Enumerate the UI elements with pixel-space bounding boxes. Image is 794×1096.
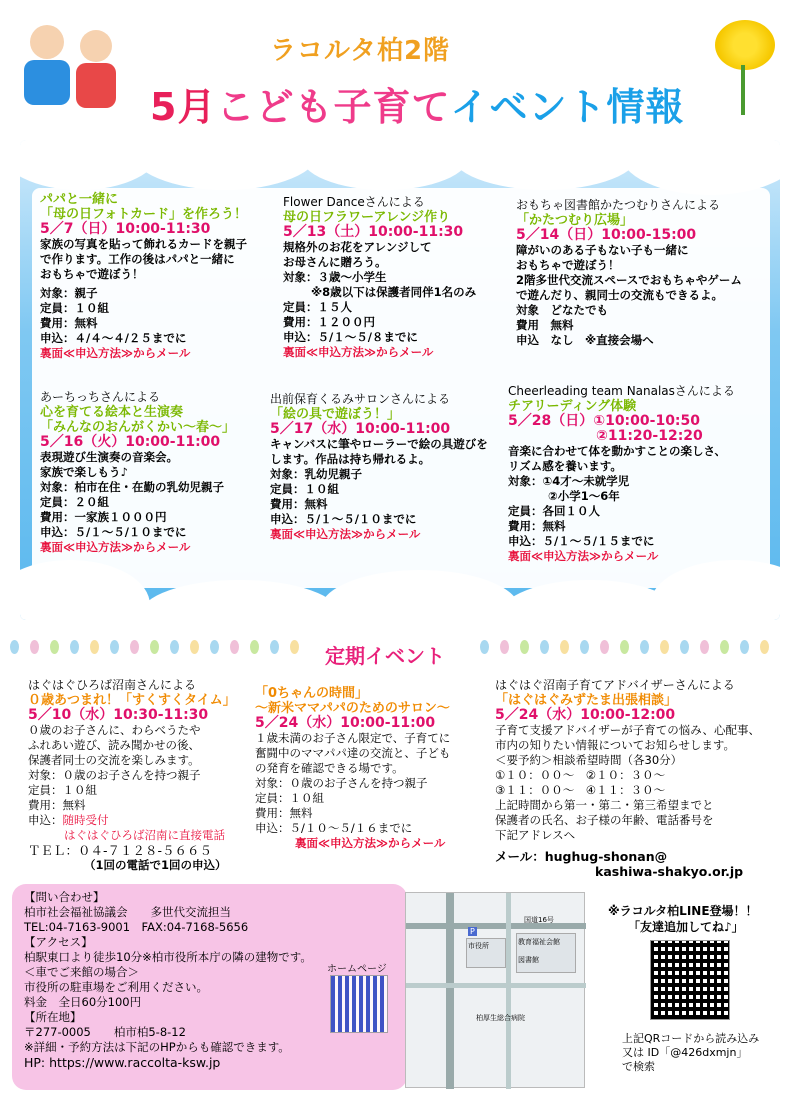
dots-divider: [10, 640, 310, 660]
event-mothers-day-card: パパと一緒に 「母の日フォトカード」を作ろう！ 5／7（日）10:00-11:30 家族の写真を貼って飾れるカードを親子 で作ります。工作の後はパパと一緒に おもちゃで遊ぼう！ 対象：親子 定員：１０組 費用：無料 申込：４/４～４/２５までに 裏面≪申込方法≫からメール: [40, 192, 247, 360]
flower-illustration: [705, 10, 785, 120]
apply-link: 裏面≪申込方法≫からメール: [40, 346, 191, 360]
regular-sukusuku: はぐはぐひろば沼南さんによる ０歳あつまれ！「すくすくタイム」 5／10（水）10:30-11:30 ０歳のお子さんに、わらべうたや ふれあい遊び、読み聞かせの後、 保護者同士の交流を楽しみます。 対象：０歳のお子さんを持つ親子 定員：１０組 費用：無料 申込：随時受付 はぐはぐひろば沼南に直接電話 ＴＥＬ：０４-７１２８-５６６５ （1回の電話で1回の申込）: [28, 678, 236, 872]
homepage-url[interactable]: HP: https://www.raccolta-ksw.jp: [24, 1055, 221, 1070]
apply-link: 裏面≪申込方法≫からメール: [508, 549, 659, 563]
apply-link: 裏面≪申込方法≫からメール: [295, 836, 446, 850]
line-sub: 「友達追加してね♪」: [628, 920, 744, 934]
dots-divider-right: [480, 640, 780, 660]
line-heading: ※ラコルタ柏LINE登場！！: [608, 904, 758, 918]
homepage-label: ホームページ: [327, 964, 387, 975]
apply-link: 裏面≪申込方法≫からメール: [40, 540, 191, 554]
event-paint-play: 出前保育くるみサロンさんによる 「絵の具で遊ぼう！」 5／17（水）10:00-11:00 キャンバスに筆やローラーで絵の具遊びを します。作品は持ち帰れるよ。 対象：乳幼児親子 定員：１０組 費用：無料 申込：５/１～５/１０までに 裏面≪申込方法≫からメール: [270, 392, 488, 541]
event-katatsumuri: おもちゃ図書館かたつむりさんによる 「かたつむり広場」 5／14（日）10:00-15:00 障がいのある子もない子も一緒に おもちゃで遊ぼう！ 2階多世代交流スペースでおもちゃやゲーム で遊んだり、親同士の交流もできるよ。 対象 どなたでも 費用 無料 申込 なし ※直接会場へ: [516, 198, 742, 347]
page-title: 5月こども子育てイベント情報: [150, 85, 685, 129]
regular-0chan: 「0ちゃんの時間」 ～新米ママパパのためのサロン～ 5／24（水）10:00-11:00 １歳未満のお子さん限定で、子育てに 奮闘中のママパパ達の交流と、子ども の発育を確認できる場です。 対象：０歳のお子さんを持つ親子 定員：１０組 費用：無料 申込：５/１０～５/１６までに 裏面≪申込方法≫からメール: [255, 686, 451, 850]
subtitle: ラコルタ柏2階: [270, 36, 451, 66]
access-map: 国道16号 教育福祉会館 市役所 図書館 柏厚生総合病院 P: [405, 892, 585, 1088]
homepage-qr-code[interactable]: [330, 975, 388, 1033]
apply-link: 裏面≪申込方法≫からメール: [270, 527, 421, 541]
event-music-concert: あーちっちさんによる 心を育てる絵本と生演奏 「みんなのおんがくかい～春～」 5／16（火）10:00-11:00 表現遊び生演奏の音楽会。 家族で楽しもう♪ 対象：柏市在住・在勤の乳幼児親子 定員：２０組 費用：一家族１０００円 申込：５/１～５/１０までに 裏面≪申込方法≫からメール: [40, 390, 236, 554]
regular-mizutama: はぐはぐ沼南子育てアドバイザーさんによる 「はぐはぐみずたま出張相談」 5／24（水）10:00-12:00 子育て支援アドバイザーが子育ての悩み、心配事、 市内の知りたい情報についてお知らせします。 ＜要予約＞相談希望時間（各30分） ①１０：００～ ②１０：３０～ ③１１：００～ ④１１：３０～ 上記時間から第一・第二・第三希望までと 保護者の氏名、お子様の年齢、電話番号を 下記アドレスへ メール：hughug-shonan@ kashiwa-shakyo.or.jp: [495, 678, 760, 879]
kids-illustration: [10, 5, 130, 115]
line-instructions: 上記QRコードから読み込み 又は ID「@426dxmjn」 で検索: [622, 1032, 760, 1073]
event-cheerleading: Cheerleading team Nanalasさんによる チアリーディング体験 5／28（日）①10:00-10:50 ②11:20-12:20 音楽に合わせて体を動かすことの楽しさ、 リズム感を養います。 対象：①4才～未就学児 ②小学1～6年 定員：各回１０人 費用：無料 申込：５/１～５/１５までに 裏面≪申込方法≫からメール: [508, 384, 735, 563]
apply-link: 裏面≪申込方法≫からメール: [283, 345, 434, 359]
event-flower-arrange: Flower Danceさんによる 母の日フラワーアレンジ作り 5／13（土）10:00-11:30 規格外のお花をアレンジして お母さんに贈ろう。 対象：３歳～小学生 ※8歳以下は保護者同伴1名のみ 定員：１５人 費用：１２００円 申込：５/１～５/８までに 裏面≪申込方法≫からメール: [283, 195, 477, 359]
contact-info: 【問い合わせ】 柏市社会福祉協議会 多世代交流担当 TEL:04-7163-9001 FAX:04-7168-5656 【アクセス】 柏駅東口より徒歩10分※柏市役所本庁の隣の建物です。 ＜車でご来館の場合＞ 市役所の駐車場をご利用ください。 料金 全日60分100円 【所在地】 〒277-0005 柏市柏5-8-12 ※詳細・予約方法は下記のHPからも確認できます。 HP: https://www.raccolta-ksw.jp: [12, 884, 407, 1090]
regular-events-heading: 定期イベント: [325, 644, 445, 668]
line-qr-code[interactable]: [650, 940, 730, 1020]
mail-address[interactable]: メール：hughug-shonan@: [495, 849, 668, 864]
